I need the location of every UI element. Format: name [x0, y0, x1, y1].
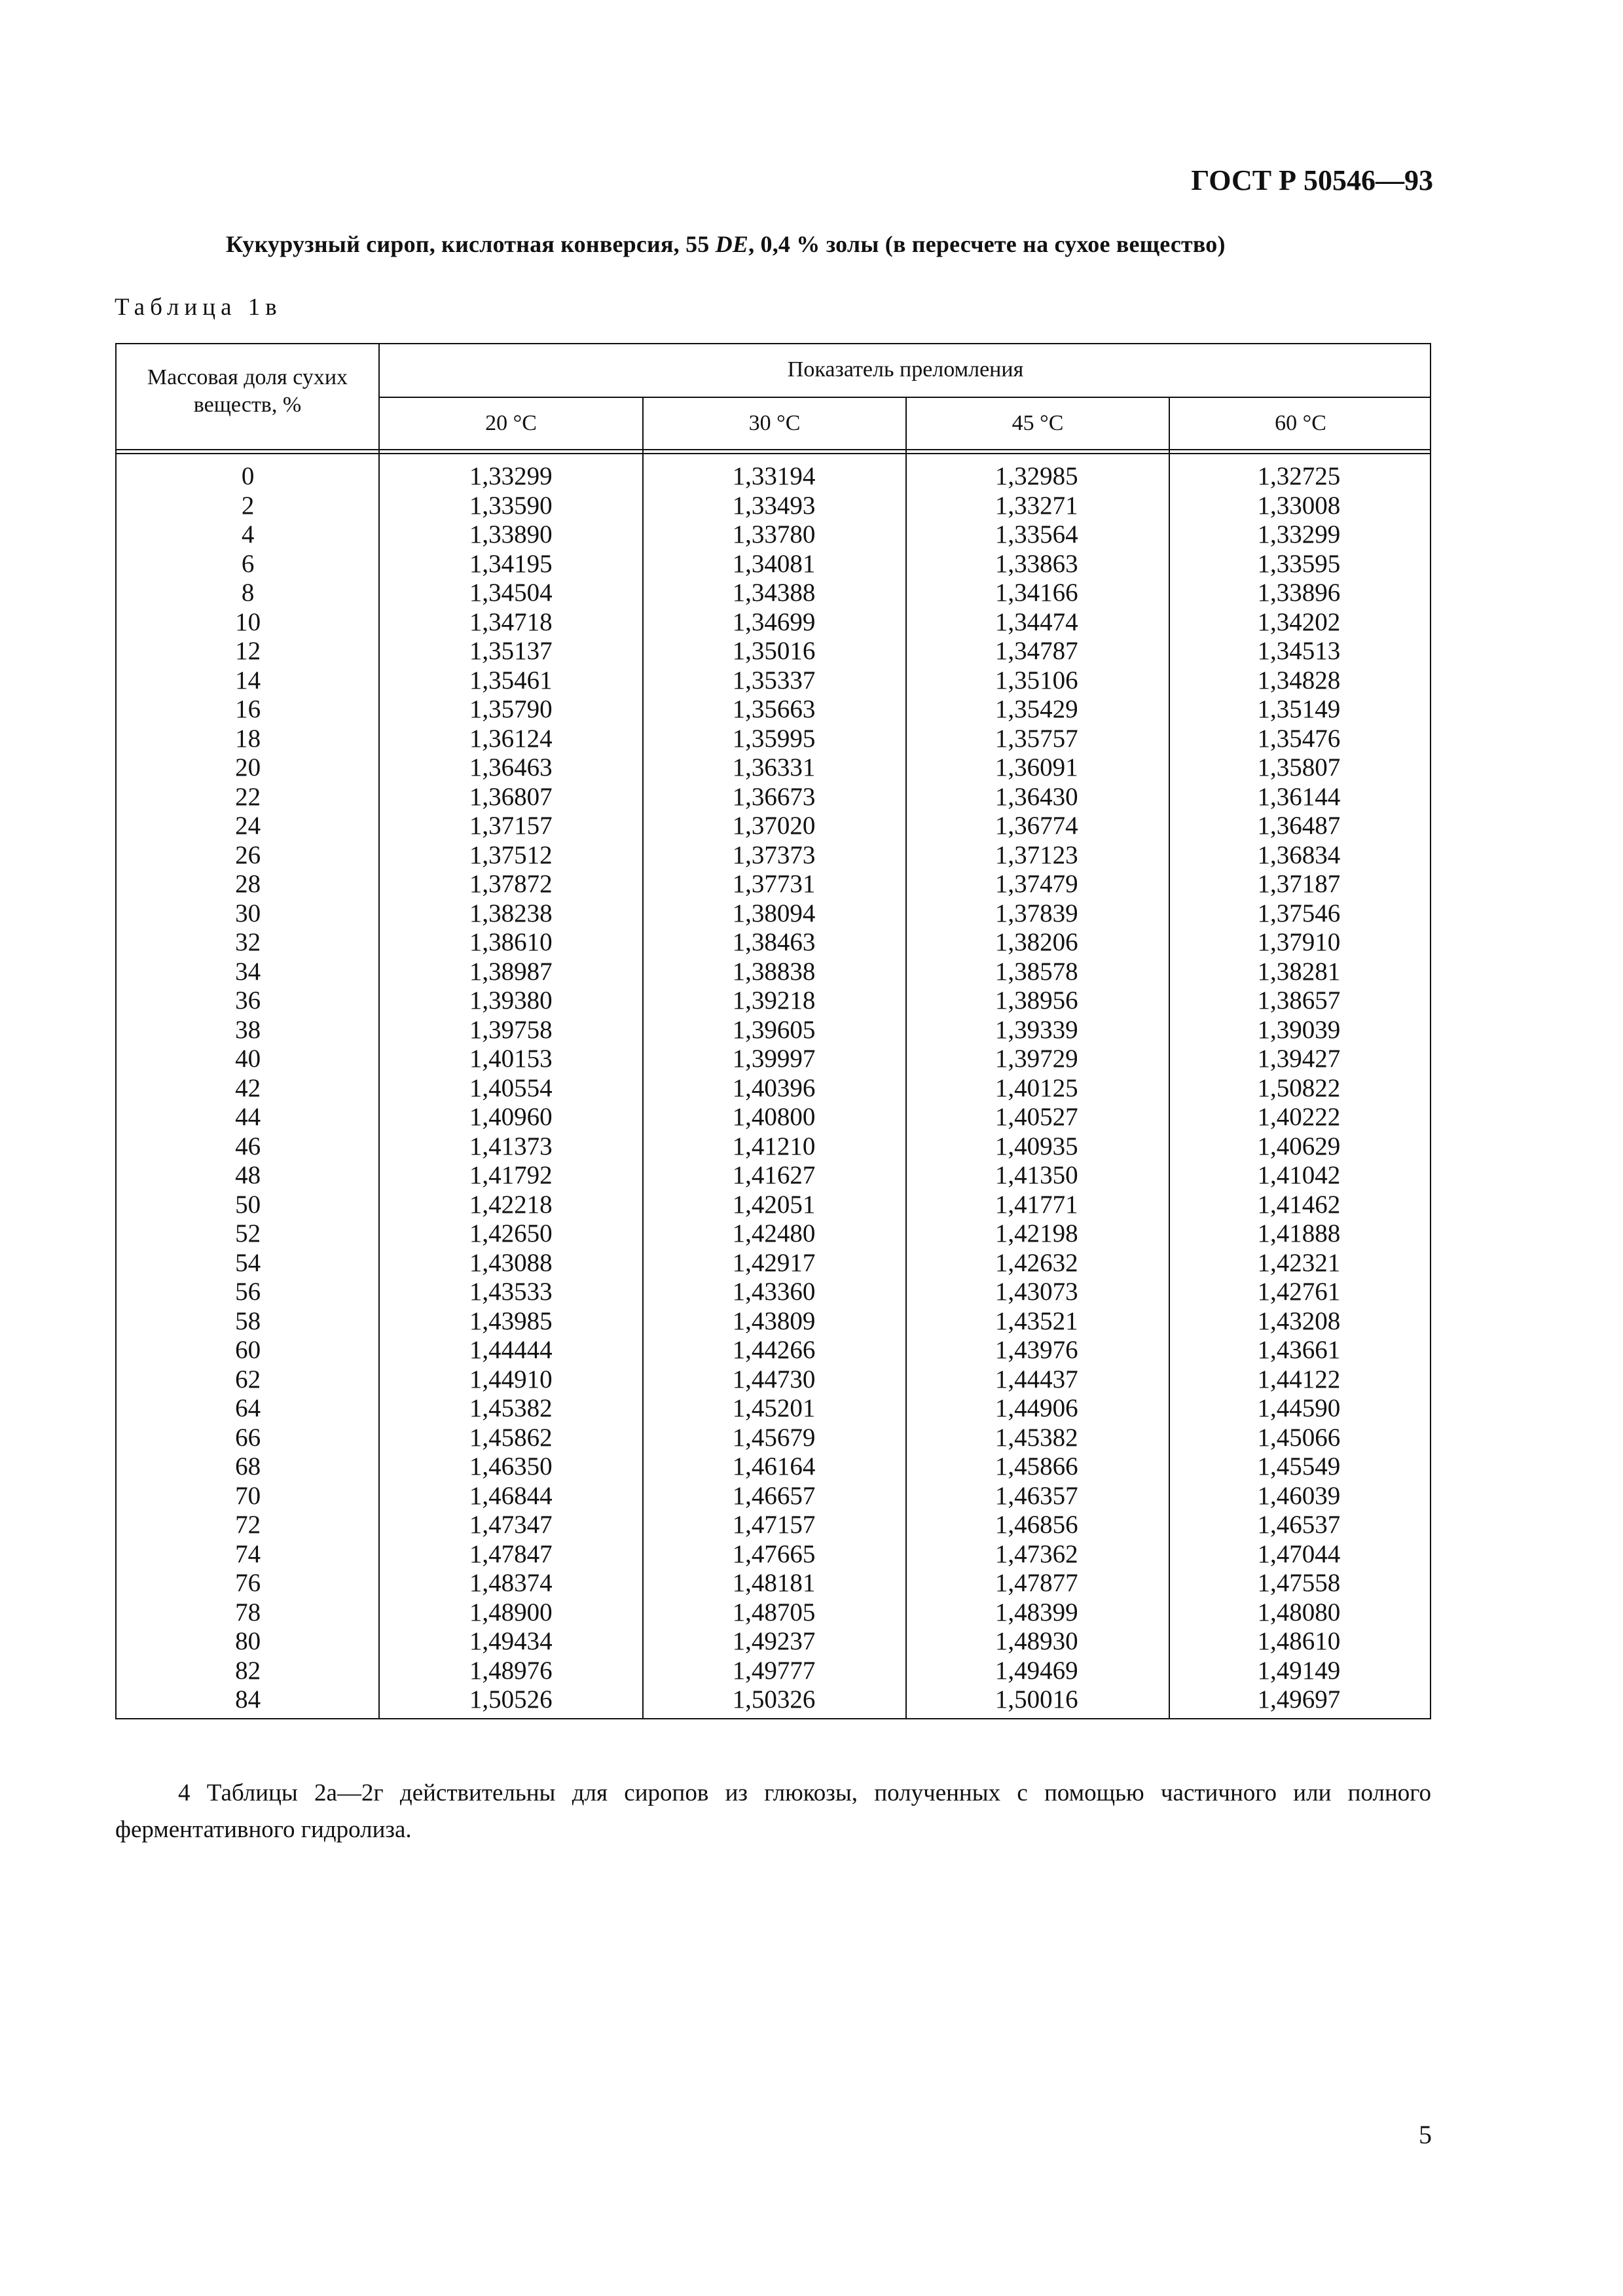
- cell-45c: 1,36091: [994, 753, 1078, 781]
- cell-mass-fraction: 76: [235, 1569, 261, 1597]
- cell-60c: 1,35807: [1257, 753, 1341, 781]
- cell-20c: 1,42650: [469, 1219, 553, 1247]
- cell-20c: 1,38238: [469, 899, 553, 927]
- table-body: [117, 462, 1430, 1715]
- col-header-30c: 30 °С: [748, 411, 801, 435]
- cell-mass-fraction: 6: [241, 549, 255, 578]
- cell-60c: 1,47044: [1257, 1539, 1341, 1568]
- cell-30c: 1,44730: [732, 1365, 816, 1393]
- cell-30c: 1,35995: [732, 724, 816, 753]
- cell-30c: 1,46164: [732, 1452, 816, 1480]
- table-row: [117, 1132, 1430, 1162]
- cell-45c: 1,48399: [994, 1598, 1078, 1626]
- cell-45c: 1,47877: [994, 1569, 1078, 1597]
- cell-45c: 1,42632: [994, 1248, 1078, 1277]
- cell-30c: 1,33194: [732, 462, 816, 490]
- note-paragraph: 4 Таблицы 2а—2г действительны для сиропов из глюкозы, полученных с помощью частичного или полного ферментативного гидролиза.: [115, 1780, 1431, 1843]
- cell-30c: 1,35337: [732, 666, 816, 694]
- cell-20c: 1,34718: [469, 607, 553, 636]
- cell-60c: 1,40629: [1257, 1132, 1341, 1160]
- cell-60c: 1,48080: [1257, 1598, 1341, 1626]
- title-part1: Кукурузный сироп, кислотная конверсия, 55: [226, 231, 716, 257]
- cell-20c: 1,35790: [469, 695, 553, 723]
- cell-mass-fraction: 48: [235, 1161, 261, 1189]
- table-row: [117, 1307, 1430, 1336]
- cell-30c: 1,46657: [732, 1481, 816, 1510]
- cell-30c: 1,42051: [732, 1190, 816, 1219]
- table-row: [117, 812, 1430, 841]
- table-row: [117, 1103, 1430, 1132]
- header-divider: [378, 397, 1430, 398]
- cell-20c: 1,36807: [469, 782, 553, 811]
- cell-45c: 1,43073: [994, 1278, 1078, 1306]
- cell-30c: 1,41627: [732, 1161, 816, 1189]
- table-row: [117, 1627, 1430, 1657]
- cell-mass-fraction: 68: [235, 1452, 261, 1480]
- cell-60c: 1,50822: [1257, 1073, 1341, 1102]
- cell-30c: 1,38094: [732, 899, 816, 927]
- cell-45c: 1,38578: [994, 957, 1078, 986]
- table-label: Таблица 1в: [115, 294, 282, 321]
- cell-30c: 1,44266: [732, 1336, 816, 1364]
- cell-30c: 1,45201: [732, 1394, 816, 1422]
- cell-60c: 1,46039: [1257, 1481, 1341, 1510]
- cell-60c: 1,44590: [1257, 1394, 1341, 1422]
- cell-60c: 1,34202: [1257, 607, 1341, 636]
- table-row: [117, 870, 1430, 899]
- cell-20c: 1,39758: [469, 1015, 553, 1044]
- cell-mass-fraction: 0: [241, 462, 255, 490]
- cell-mass-fraction: 2: [241, 491, 255, 520]
- cell-mass-fraction: 26: [235, 840, 261, 869]
- cell-20c: 1,43985: [469, 1306, 553, 1335]
- col-header-60c: 60 °С: [1275, 411, 1326, 435]
- table-row: [117, 1569, 1430, 1598]
- cell-45c: 1,37839: [994, 899, 1078, 927]
- cell-20c: 1,41373: [469, 1132, 553, 1160]
- cell-60c: 1,33299: [1257, 520, 1341, 548]
- cell-45c: 1,35106: [994, 666, 1078, 694]
- cell-60c: 1,35149: [1257, 695, 1341, 723]
- cell-mass-fraction: 54: [235, 1248, 261, 1277]
- cell-45c: 1,41771: [994, 1190, 1078, 1219]
- table-row: [117, 1540, 1430, 1570]
- cell-mass-fraction: 78: [235, 1598, 261, 1626]
- cell-20c: 1,34195: [469, 549, 553, 578]
- cell-mass-fraction: 22: [235, 782, 261, 811]
- cell-mass-fraction: 36: [235, 986, 261, 1014]
- cell-60c: 1,36487: [1257, 812, 1341, 840]
- cell-60c: 1,34513: [1257, 637, 1341, 665]
- cell-45c: 1,36774: [994, 812, 1078, 840]
- table-row: [117, 1045, 1430, 1074]
- cell-20c: 1,47847: [469, 1539, 553, 1568]
- cell-30c: 1,43809: [732, 1306, 816, 1335]
- table-row: [117, 928, 1430, 958]
- cell-60c: 1,41462: [1257, 1190, 1341, 1219]
- cell-60c: 1,43661: [1257, 1336, 1341, 1364]
- cell-45c: 1,46856: [994, 1511, 1078, 1539]
- cell-30c: 1,39605: [732, 1015, 816, 1044]
- cell-60c: 1,43208: [1257, 1306, 1341, 1335]
- table-row: [117, 1424, 1430, 1453]
- cell-45c: 1,33564: [994, 520, 1078, 548]
- table-row: [117, 1511, 1430, 1540]
- cell-45c: 1,38956: [994, 986, 1078, 1014]
- cell-mass-fraction: 56: [235, 1278, 261, 1306]
- cell-60c: 1,40222: [1257, 1103, 1341, 1131]
- cell-30c: 1,43360: [732, 1278, 816, 1306]
- header-bottom-line: [117, 449, 1430, 450]
- cell-30c: 1,36331: [732, 753, 816, 781]
- cell-45c: 1,48930: [994, 1627, 1078, 1655]
- cell-20c: 1,35461: [469, 666, 553, 694]
- cell-30c: 1,48181: [732, 1569, 816, 1597]
- cell-60c: 1,47558: [1257, 1569, 1341, 1597]
- cell-20c: 1,43088: [469, 1248, 553, 1277]
- header-bottom-line-2: [117, 453, 1430, 454]
- cell-20c: 1,42218: [469, 1190, 553, 1219]
- cell-30c: 1,41210: [732, 1132, 816, 1160]
- cell-20c: 1,45382: [469, 1394, 553, 1422]
- cell-20c: 1,33890: [469, 520, 553, 548]
- cell-mass-fraction: 30: [235, 899, 261, 927]
- table-row: [117, 841, 1430, 870]
- table-row: [117, 986, 1430, 1016]
- cell-20c: 1,36124: [469, 724, 553, 753]
- cell-60c: 1,39427: [1257, 1045, 1341, 1073]
- cell-30c: 1,50326: [732, 1685, 816, 1713]
- cell-45c: 1,40527: [994, 1103, 1078, 1131]
- table-row: [117, 462, 1430, 492]
- cell-30c: 1,45679: [732, 1423, 816, 1452]
- cell-45c: 1,37123: [994, 840, 1078, 869]
- cell-45c: 1,40125: [994, 1073, 1078, 1102]
- cell-20c: 1,48374: [469, 1569, 553, 1597]
- cell-45c: 1,41350: [994, 1161, 1078, 1189]
- cell-60c: 1,33595: [1257, 549, 1341, 578]
- cell-45c: 1,42198: [994, 1219, 1078, 1247]
- cell-30c: 1,39218: [732, 986, 816, 1014]
- cell-45c: 1,33863: [994, 549, 1078, 578]
- cell-mass-fraction: 16: [235, 695, 261, 723]
- group-header-refractive-index: Показатель преломления: [787, 357, 1024, 382]
- cell-45c: 1,40935: [994, 1132, 1078, 1160]
- col-header-45c: 45 °С: [1012, 411, 1064, 435]
- cell-45c: 1,44437: [994, 1365, 1078, 1393]
- cell-45c: 1,45866: [994, 1452, 1078, 1480]
- cell-60c: 1,38657: [1257, 986, 1341, 1014]
- cell-20c: 1,45862: [469, 1423, 553, 1452]
- table-row: [117, 1365, 1430, 1395]
- table-row: [117, 1249, 1430, 1278]
- cell-45c: 1,46357: [994, 1481, 1078, 1510]
- cell-45c: 1,49469: [994, 1656, 1078, 1685]
- cell-30c: 1,37020: [732, 812, 816, 840]
- table-row: [117, 492, 1430, 521]
- cell-mass-fraction: 80: [235, 1627, 261, 1655]
- cell-mass-fraction: 18: [235, 724, 261, 753]
- cell-mass-fraction: 60: [235, 1336, 261, 1364]
- cell-20c: 1,44444: [469, 1336, 553, 1364]
- cell-45c: 1,35757: [994, 724, 1078, 753]
- cell-60c: 1,37187: [1257, 870, 1341, 898]
- cell-20c: 1,37157: [469, 812, 553, 840]
- cell-mass-fraction: 46: [235, 1132, 261, 1160]
- cell-60c: 1,33008: [1257, 491, 1341, 520]
- cell-20c: 1,33299: [469, 462, 553, 490]
- table-row: [117, 1016, 1430, 1045]
- cell-mass-fraction: 14: [235, 666, 261, 694]
- cell-mass-fraction: 34: [235, 957, 261, 986]
- col-header-mass-fraction: Массовая доля сухих веществ, %: [147, 365, 348, 417]
- table-row: [117, 1482, 1430, 1511]
- cell-mass-fraction: 82: [235, 1656, 261, 1685]
- cell-20c: 1,39380: [469, 986, 553, 1014]
- cell-30c: 1,34388: [732, 579, 816, 607]
- cell-20c: 1,43533: [469, 1278, 553, 1306]
- cell-60c: 1,42761: [1257, 1278, 1341, 1306]
- cell-20c: 1,46844: [469, 1481, 553, 1510]
- table-row: [117, 1598, 1430, 1628]
- cell-mass-fraction: 42: [235, 1073, 261, 1102]
- col-header-20c: 20 °С: [485, 411, 537, 435]
- cell-20c: 1,38987: [469, 957, 553, 986]
- cell-45c: 1,38206: [994, 928, 1078, 956]
- cell-45c: 1,36430: [994, 782, 1078, 811]
- cell-mass-fraction: 20: [235, 753, 261, 781]
- cell-20c: 1,44910: [469, 1365, 553, 1393]
- cell-mass-fraction: 10: [235, 607, 261, 636]
- cell-20c: 1,40960: [469, 1103, 553, 1131]
- cell-mass-fraction: 50: [235, 1190, 261, 1219]
- cell-30c: 1,40800: [732, 1103, 816, 1131]
- table-row: [117, 1394, 1430, 1424]
- cell-20c: 1,40153: [469, 1045, 553, 1073]
- cell-30c: 1,39997: [732, 1045, 816, 1073]
- cell-mass-fraction: 62: [235, 1365, 261, 1393]
- cell-60c: 1,34828: [1257, 666, 1341, 694]
- cell-30c: 1,34699: [732, 607, 816, 636]
- table-row: [117, 1278, 1430, 1307]
- cell-20c: 1,49434: [469, 1627, 553, 1655]
- cell-mass-fraction: 44: [235, 1103, 261, 1131]
- cell-mass-fraction: 28: [235, 870, 261, 898]
- table-row: [117, 608, 1430, 637]
- cell-60c: 1,42321: [1257, 1248, 1341, 1277]
- cell-60c: 1,48610: [1257, 1627, 1341, 1655]
- cell-45c: 1,34474: [994, 607, 1078, 636]
- cell-30c: 1,38463: [732, 928, 816, 956]
- cell-mass-fraction: 8: [241, 579, 255, 607]
- cell-30c: 1,42480: [732, 1219, 816, 1247]
- cell-45c: 1,39729: [994, 1045, 1078, 1073]
- table-row: [117, 1219, 1430, 1249]
- table-row: [117, 1191, 1430, 1220]
- table-row: [117, 550, 1430, 579]
- cell-45c: 1,44906: [994, 1394, 1078, 1422]
- cell-mass-fraction: 66: [235, 1423, 261, 1452]
- table-row: [117, 666, 1430, 696]
- cell-30c: 1,37373: [732, 840, 816, 869]
- cell-mass-fraction: 70: [235, 1481, 261, 1510]
- cell-45c: 1,50016: [994, 1685, 1078, 1713]
- cell-45c: 1,32985: [994, 462, 1078, 490]
- table-row: [117, 1336, 1430, 1365]
- cell-60c: 1,45549: [1257, 1452, 1341, 1480]
- table-row: [117, 520, 1430, 550]
- cell-45c: 1,43521: [994, 1306, 1078, 1335]
- cell-60c: 1,41888: [1257, 1219, 1341, 1247]
- refraction-table: [115, 343, 1431, 1719]
- title-part2: , 0,4 % золы (в пересчете на сухое вещество): [748, 231, 1226, 257]
- cell-60c: 1,45066: [1257, 1423, 1341, 1452]
- cell-20c: 1,47347: [469, 1511, 553, 1539]
- document-id: ГОСТ Р 50546—93: [1191, 164, 1433, 196]
- cell-30c: 1,40396: [732, 1073, 816, 1102]
- table-row: [117, 753, 1430, 783]
- table-row: [117, 579, 1430, 608]
- cell-60c: 1,36834: [1257, 840, 1341, 869]
- cell-60c: 1,35476: [1257, 724, 1341, 753]
- cell-30c: 1,33493: [732, 491, 816, 520]
- cell-30c: 1,35016: [732, 637, 816, 665]
- cell-mass-fraction: 4: [241, 520, 255, 548]
- cell-20c: 1,40554: [469, 1073, 553, 1102]
- cell-60c: 1,41042: [1257, 1161, 1341, 1189]
- table-row: [117, 1452, 1430, 1482]
- cell-45c: 1,34787: [994, 637, 1078, 665]
- cell-60c: 1,33896: [1257, 579, 1341, 607]
- cell-30c: 1,48705: [732, 1598, 816, 1626]
- table-row: [117, 1074, 1430, 1103]
- cell-20c: 1,38610: [469, 928, 553, 956]
- cell-20c: 1,33590: [469, 491, 553, 520]
- cell-mass-fraction: 84: [235, 1685, 261, 1713]
- cell-20c: 1,37872: [469, 870, 553, 898]
- cell-45c: 1,37479: [994, 870, 1078, 898]
- cell-mass-fraction: 64: [235, 1394, 261, 1422]
- cell-mass-fraction: 52: [235, 1219, 261, 1247]
- cell-30c: 1,47665: [732, 1539, 816, 1568]
- cell-30c: 1,35663: [732, 695, 816, 723]
- cell-mass-fraction: 58: [235, 1306, 261, 1335]
- cell-60c: 1,39039: [1257, 1015, 1341, 1044]
- cell-30c: 1,49237: [732, 1627, 816, 1655]
- cell-mass-fraction: 74: [235, 1539, 261, 1568]
- table-row: [117, 725, 1430, 754]
- table-row: [117, 695, 1430, 725]
- cell-20c: 1,50526: [469, 1685, 553, 1713]
- cell-45c: 1,39339: [994, 1015, 1078, 1044]
- cell-45c: 1,43976: [994, 1336, 1078, 1364]
- cell-45c: 1,45382: [994, 1423, 1078, 1452]
- cell-45c: 1,35429: [994, 695, 1078, 723]
- cell-30c: 1,42917: [732, 1248, 816, 1277]
- cell-20c: 1,37512: [469, 840, 553, 869]
- table-row: [117, 958, 1430, 987]
- cell-45c: 1,47362: [994, 1539, 1078, 1568]
- table-row: [117, 1161, 1430, 1191]
- cell-mass-fraction: 24: [235, 812, 261, 840]
- table-row: [117, 637, 1430, 666]
- cell-20c: 1,34504: [469, 579, 553, 607]
- cell-mass-fraction: 40: [235, 1045, 261, 1073]
- cell-60c: 1,37546: [1257, 899, 1341, 927]
- cell-30c: 1,36673: [732, 782, 816, 811]
- cell-mass-fraction: 12: [235, 637, 261, 665]
- cell-60c: 1,49697: [1257, 1685, 1341, 1713]
- cell-30c: 1,49777: [732, 1656, 816, 1685]
- table-title: [226, 230, 1226, 258]
- cell-20c: 1,41792: [469, 1161, 553, 1189]
- table-row: [117, 783, 1430, 812]
- cell-60c: 1,38281: [1257, 957, 1341, 986]
- cell-45c: 1,33271: [994, 491, 1078, 520]
- cell-mass-fraction: 72: [235, 1511, 261, 1539]
- cell-20c: 1,48900: [469, 1598, 553, 1626]
- table-row: [117, 899, 1430, 929]
- cell-30c: 1,37731: [732, 870, 816, 898]
- cell-mass-fraction: 38: [235, 1015, 261, 1044]
- cell-20c: 1,46350: [469, 1452, 553, 1480]
- cell-20c: 1,35137: [469, 637, 553, 665]
- cell-20c: 1,36463: [469, 753, 553, 781]
- cell-20c: 1,48976: [469, 1656, 553, 1685]
- cell-60c: 1,36144: [1257, 782, 1341, 811]
- table-row: [117, 1657, 1430, 1686]
- cell-45c: 1,34166: [994, 579, 1078, 607]
- table-row: [117, 1685, 1430, 1715]
- cell-60c: 1,37910: [1257, 928, 1341, 956]
- cell-mass-fraction: 32: [235, 928, 261, 956]
- title-de: DE: [715, 231, 749, 257]
- cell-30c: 1,38838: [732, 957, 816, 986]
- cell-30c: 1,33780: [732, 520, 816, 548]
- cell-60c: 1,32725: [1257, 462, 1341, 490]
- cell-60c: 1,46537: [1257, 1511, 1341, 1539]
- cell-30c: 1,47157: [732, 1511, 816, 1539]
- cell-60c: 1,49149: [1257, 1656, 1341, 1685]
- page-number: 5: [1419, 2120, 1432, 2149]
- cell-60c: 1,44122: [1257, 1365, 1341, 1393]
- cell-30c: 1,34081: [732, 549, 816, 578]
